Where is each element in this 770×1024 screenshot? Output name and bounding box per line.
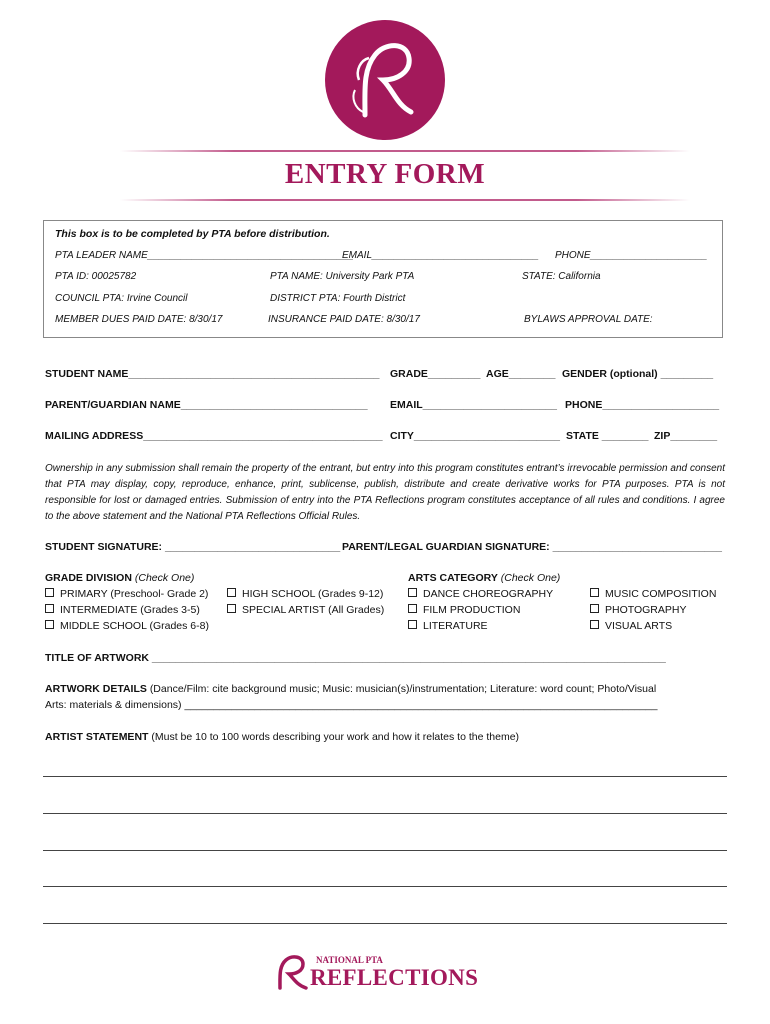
checkbox[interactable]: [45, 588, 54, 597]
option-label: PRIMARY (Preschool- Grade 2): [60, 588, 209, 600]
artwork-details-field[interactable]: Arts: materials & dimensions) _________________________________________________________________________________: [45, 699, 658, 711]
header-divider: [120, 150, 690, 152]
title-divider: [120, 199, 690, 201]
pta-email-field[interactable]: EMAIL______________________________: [342, 250, 539, 261]
parent-email-field[interactable]: EMAIL_______________________: [390, 399, 557, 411]
statement-line[interactable]: [43, 886, 727, 887]
member-dues-date: MEMBER DUES PAID DATE: 8/30/17: [55, 314, 223, 325]
grade-option-middle-school[interactable]: [45, 620, 209, 632]
page-title: ENTRY FORM: [284, 158, 486, 190]
grade-division-heading: [45, 572, 194, 584]
city-field[interactable]: CITY_________________________: [390, 430, 560, 442]
footer-brand-small: NATIONAL PTA: [316, 955, 383, 965]
option-label: FILM PRODUCTION: [423, 604, 521, 616]
age-field[interactable]: AGE________: [486, 368, 556, 380]
arts-option-music[interactable]: [590, 588, 716, 600]
parent-phone-field[interactable]: PHONE____________________: [565, 399, 720, 411]
checkbox[interactable]: [590, 620, 599, 629]
r-monogram-icon: [325, 20, 445, 140]
student-name-field[interactable]: STUDENT NAME___________________________________________: [45, 368, 380, 380]
grade-option-special-artist[interactable]: [227, 604, 384, 616]
checkbox[interactable]: [408, 604, 417, 613]
parent-name-field[interactable]: PARENT/GUARDIAN NAME________________________________: [45, 399, 368, 411]
zip-field[interactable]: ZIP________: [654, 430, 718, 442]
pta-box-heading: This box is to be completed by PTA before distribution.: [55, 228, 330, 240]
student-signature-field[interactable]: STUDENT SIGNATURE: ______________________________: [45, 541, 341, 553]
checkbox[interactable]: [227, 604, 236, 613]
pta-id: PTA ID: 00025782: [55, 271, 137, 282]
council-pta: COUNCIL PTA: Irvine Council: [55, 293, 188, 304]
footer-r-icon: [270, 950, 310, 992]
parent-signature-field[interactable]: PARENT/LEGAL GUARDIAN SIGNATURE: _____________________________: [342, 541, 722, 553]
title-of-artwork-field[interactable]: TITLE OF ARTWORK ________________________________________________________________________________________: [45, 652, 666, 664]
checkbox[interactable]: [590, 604, 599, 613]
option-label: MIDDLE SCHOOL (Grades 6-8): [60, 620, 209, 632]
option-label: LITERATURE: [423, 620, 488, 632]
insurance-paid-date: INSURANCE PAID DATE: 8/30/17: [268, 314, 420, 325]
artist-statement-label: ARTIST STATEMENT: [45, 731, 149, 743]
arts-option-literature[interactable]: [408, 620, 488, 632]
state-field[interactable]: STATE ________: [566, 430, 649, 442]
footer-brand-large: REFLECTIONS: [310, 965, 479, 990]
checkbox[interactable]: [590, 588, 599, 597]
checkbox[interactable]: [408, 588, 417, 597]
pta-leader-name-field[interactable]: PTA LEADER NAME_____________________________________: [55, 250, 354, 261]
pta-phone-field[interactable]: PHONE_____________________: [555, 250, 708, 261]
option-label: PHOTOGRAPHY: [605, 604, 687, 616]
statement-line[interactable]: [43, 923, 727, 924]
arts-option-photography[interactable]: [590, 604, 687, 616]
checkbox[interactable]: [45, 620, 54, 629]
option-label: DANCE CHOREOGRAPHY: [423, 588, 554, 600]
mailing-address-field[interactable]: MAILING ADDRESS_________________________________________: [45, 430, 383, 442]
district-pta: DISTRICT PTA: Fourth District: [270, 293, 406, 304]
artwork-details-label: ARTWORK DETAILS: [45, 683, 147, 695]
bylaws-approval-date: BYLAWS APPROVAL DATE:: [524, 314, 653, 325]
checkbox[interactable]: [408, 620, 417, 629]
arts-category-label: ARTS CATEGORY: [408, 572, 498, 584]
option-label: INTERMEDIATE (Grades 3-5): [60, 604, 200, 616]
checkbox[interactable]: [227, 588, 236, 597]
statement-line[interactable]: [43, 813, 727, 814]
pta-state: STATE: California: [522, 271, 601, 282]
statement-line[interactable]: [43, 850, 727, 851]
option-label: MUSIC COMPOSITION: [605, 588, 717, 600]
arts-option-visual-arts[interactable]: [590, 620, 672, 632]
checkbox[interactable]: [45, 604, 54, 613]
gender-field[interactable]: GENDER (optional) _________: [562, 368, 714, 380]
grade-option-high-school[interactable]: [227, 588, 383, 600]
grade-division-label: GRADE DIVISION: [45, 572, 132, 584]
arts-option-film[interactable]: [408, 604, 520, 616]
arts-category-heading: [408, 572, 560, 584]
grade-option-primary[interactable]: [45, 588, 208, 600]
artist-statement-hint: (Must be 10 to 100 words describing your work and how it relates to the theme): [151, 731, 520, 743]
statement-line[interactable]: [43, 776, 727, 777]
pta-name: PTA NAME: University Park PTA: [270, 271, 415, 282]
grade-field[interactable]: GRADE_________: [390, 368, 481, 380]
grade-option-intermediate[interactable]: [45, 604, 200, 616]
artist-statement-heading: [45, 731, 519, 743]
option-label: HIGH SCHOOL (Grades 9-12): [242, 588, 384, 600]
ownership-statement: Ownership in any submission shall remain the property of the entrant, but entry into this program constitutes entrant’s irrevocable permission and consent that PTA may display, copy, reproduce, enhance, print, sublicense, publish, distribute and create derivative works for PTA purposes. PTA is not responsible for lost or damaged entries. Submission of entry into the PTA Reflections program constitutes acceptance of all rules and conditions. I agree to the above statement and the National PTA Reflections Official Rules.: [45, 463, 725, 522]
footer-logo: [270, 950, 510, 995]
option-label: SPECIAL ARTIST (All Grades): [242, 604, 385, 616]
arts-option-dance[interactable]: [408, 588, 553, 600]
reflections-logo: [325, 20, 445, 140]
artwork-details-line1: [45, 683, 656, 695]
grade-division-hint: (Check One): [134, 572, 195, 584]
artwork-details-text: (Dance/Film: cite background music; Music: musician(s)/instrumentation; Literature: word count; Photo/Visual: [149, 683, 657, 695]
arts-category-hint: (Check One): [500, 572, 561, 584]
option-label: VISUAL ARTS: [605, 620, 673, 632]
